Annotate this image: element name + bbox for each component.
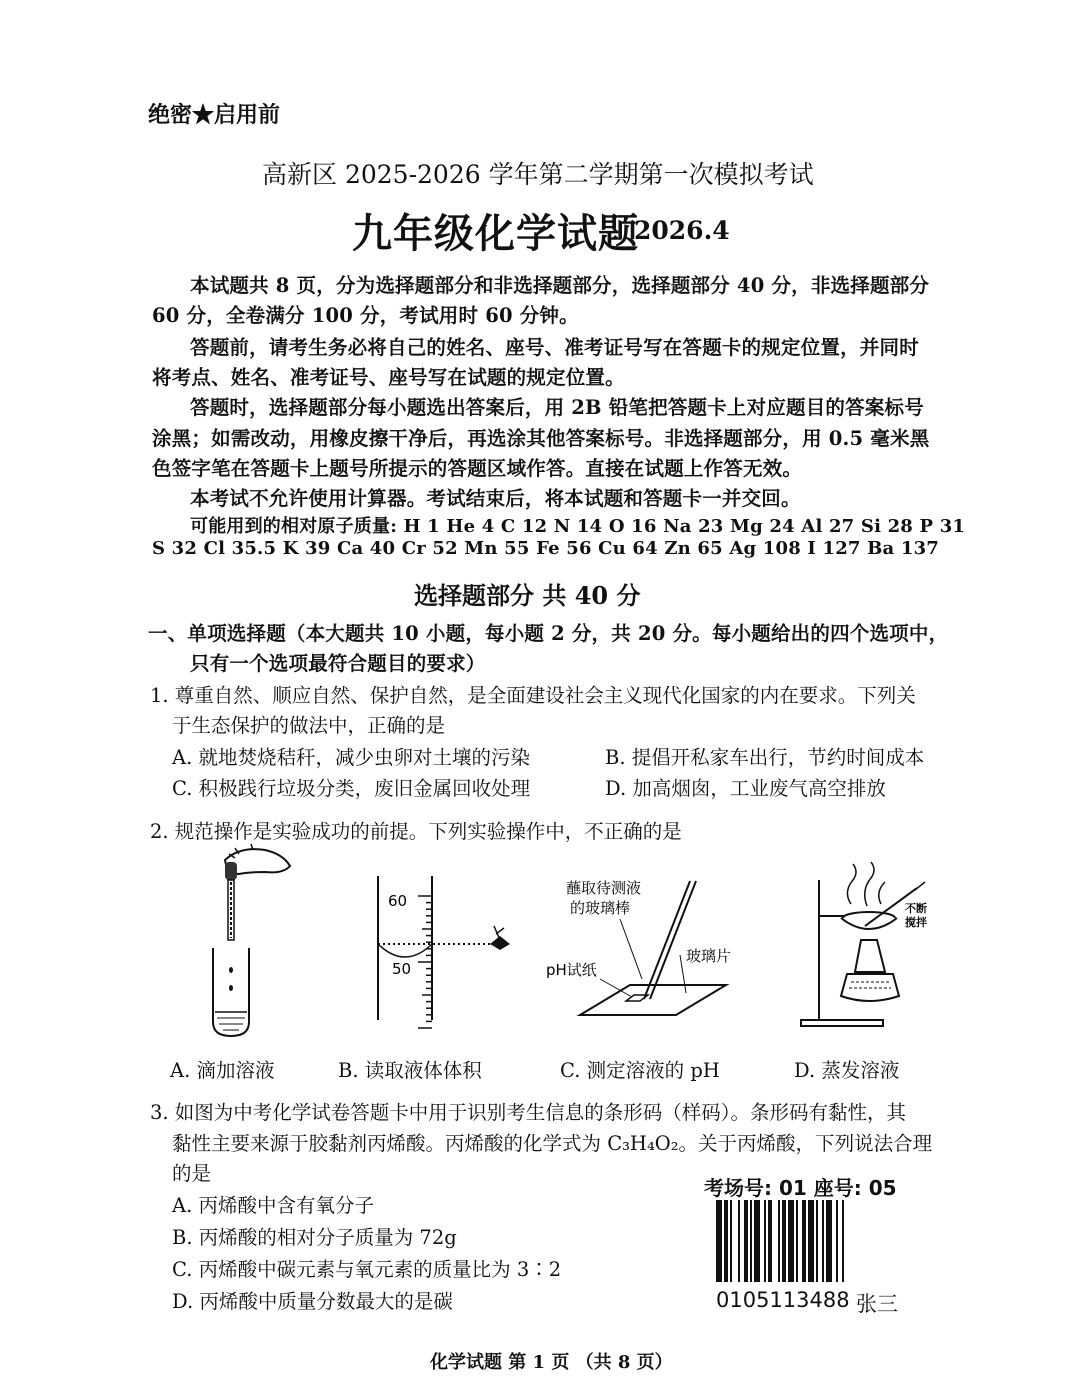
steam-icon xyxy=(847,862,885,906)
q1-option-d: D. 加高烟囱，工业废气高空排放 xyxy=(605,777,886,800)
barcode-bar xyxy=(768,1200,772,1282)
barcode-label: 考场号: 01 座号: 05 xyxy=(704,1176,897,1200)
instruction-line: 本试题共 8 页，分为选择题部分和非选择题部分，选择题部分 40 分，非选择题部分 xyxy=(190,274,930,297)
secret-mark: 绝密★启用前 xyxy=(148,102,281,128)
instruction-line: 涂黑；如需改动，用橡皮擦干净后，再选涂其他答案标号。非选择题部分，用 0.5 毫米黑 xyxy=(152,427,930,450)
stand-base xyxy=(801,1020,883,1026)
q1-stem: 1. 尊重自然、顺应自然、保护自然，是全面建设社会主义现代化国家的内在要求。下列关 xyxy=(150,684,916,707)
alcohol-lamp-flame xyxy=(855,940,885,972)
barcode xyxy=(716,1200,900,1282)
q1-option-a: A. 就地焚烧秸秆，减少虫卵对土壤的污染 xyxy=(172,746,530,769)
barcode-bar xyxy=(764,1200,766,1282)
q1-stem: 于生态保护的做法中，正确的是 xyxy=(172,714,446,737)
barcode-bar xyxy=(778,1200,780,1282)
cylinder-mark-60: 60 xyxy=(388,892,408,910)
label-glass-rod-1: 蘸取待测液 xyxy=(566,879,642,897)
q2-option-d: D. 蒸发溶液 xyxy=(794,1059,900,1082)
q2-option-c: C. 测定溶液的 pH xyxy=(560,1059,720,1082)
meniscus xyxy=(378,944,432,957)
barcode-bar xyxy=(788,1200,794,1282)
label-stir-2: 搅拌 xyxy=(905,916,927,929)
barcode-bar xyxy=(750,1200,752,1282)
dropper-bulb xyxy=(225,862,237,880)
instruction-line: 将考点、姓名、准考证号、座号写在试题的规定位置。 xyxy=(152,366,625,389)
q3-option-a: A. 丙烯酸中含有氧分子 xyxy=(172,1194,374,1217)
q3-stem: 3. 如图为中考化学试卷答题卡中用于识别考生信息的条形码（样码）。条形码有黏性，其 xyxy=(150,1101,907,1124)
barcode-bar xyxy=(816,1200,818,1282)
barcode-bar xyxy=(802,1200,806,1282)
q2-stem: 2. 规范操作是实验成功的前提。下列实验操作中，不正确的是 xyxy=(150,820,682,843)
figure-dropping-solution xyxy=(195,840,305,1040)
barcode-bar xyxy=(782,1200,786,1282)
barcode-bar xyxy=(808,1200,814,1282)
barcode-bar xyxy=(754,1200,760,1282)
exam-title: 九年级化学试题 xyxy=(352,210,639,257)
part-heading: 只有一个选项最符合题目的要求） xyxy=(190,652,486,675)
test-tube xyxy=(213,948,249,1036)
barcode-number: 0105113488 xyxy=(716,1288,850,1312)
barcode-bar xyxy=(826,1200,832,1282)
instruction-line: 色签字笔在答题卡上题号所提示的答题区域作答。直接在试题上作答无效。 xyxy=(152,457,803,480)
instruction-line: 本考试不允许使用计算器。考试结束后，将本试题和答题卡一并交回。 xyxy=(190,487,801,510)
q1-option-c: C. 积极践行垃圾分类，废旧金属回收处理 xyxy=(172,777,531,800)
exam-subtitle: 高新区 2025-2026 学年第二学期第一次模拟考试 xyxy=(262,160,814,189)
label-stir-1: 不断 xyxy=(905,902,927,915)
q3-option-d: D. 丙烯酸中质量分数最大的是碳 xyxy=(172,1290,453,1313)
atomic-mass-line: 可能用到的相对原子质量: H 1 He 4 C 12 N 14 O 16 Na 23 Mg 24 Al 27 Si 28 P 31 xyxy=(190,516,966,537)
barcode-bar xyxy=(842,1200,844,1282)
atomic-mass-line: S 32 Cl 35.5 K 39 Ca 40 Cr 52 Mn 55 Fe 56 Cu 64 Zn 65 Ag 108 I 127 Ba 137 xyxy=(152,538,940,559)
section-title: 选择题部分 共 40 分 xyxy=(414,581,641,610)
barcode-bar xyxy=(724,1200,728,1282)
figure-ph-test xyxy=(540,875,740,1025)
page-footer: 化学试题 第 1 页 （共 8 页） xyxy=(430,1352,673,1373)
exam-date: 2026.4 xyxy=(634,216,730,245)
barcode-name: 张三 xyxy=(856,1292,898,1316)
part-heading: 一、单项选择题（本大题共 10 小题，每小题 2 分，共 20 分。每小题给出的四个选项中， xyxy=(148,622,949,645)
q3-option-b: B. 丙烯酸的相对分子质量为 72g xyxy=(172,1226,457,1249)
instruction-line: 答题前，请考生务必将自己的姓名、座号、准考证号写在答题卡的规定位置，并同时 xyxy=(190,336,919,359)
instruction-line: 60 分，全卷满分 100 分，考试用时 60 分钟。 xyxy=(152,304,579,327)
cylinder-mark-50: 50 xyxy=(392,960,412,978)
q3-stem: 黏性主要来源于胶黏剂丙烯酸。丙烯酸的化学式为 C₃H₄O₂。关于丙烯酸，下列说法合理 xyxy=(172,1132,933,1155)
figure-evaporation xyxy=(795,860,945,1030)
barcode-bar xyxy=(730,1200,732,1282)
q2-option-b: B. 读取液体体积 xyxy=(338,1059,482,1082)
barcode-bar xyxy=(716,1200,722,1282)
q2-option-a: A. 滴加溶液 xyxy=(170,1059,275,1082)
label-glass-slide: 玻璃片 xyxy=(686,947,732,965)
barcode-bar xyxy=(738,1200,740,1282)
instruction-line: 答题时，选择题部分每小题选出答案后，用 2B 铅笔把答题卡上对应题目的答案标号 xyxy=(190,396,924,419)
q1-option-b: B. 提倡开私家车出行，节约时间成本 xyxy=(605,746,925,769)
glass-rod xyxy=(644,881,690,999)
barcode-bar xyxy=(744,1200,748,1282)
label-ph-paper: pH试纸 xyxy=(546,961,597,979)
q3-option-c: C. 丙烯酸中碳元素与氧元素的质量比为 3∶2 xyxy=(172,1258,562,1281)
barcode-bar xyxy=(822,1200,824,1282)
barcode-bar xyxy=(796,1200,798,1282)
q3-stem: 的是 xyxy=(172,1162,212,1185)
barcode-bar xyxy=(836,1200,838,1282)
label-glass-rod-2: 的玻璃棒 xyxy=(570,899,631,917)
figure-graduated-cylinder xyxy=(370,870,530,1030)
